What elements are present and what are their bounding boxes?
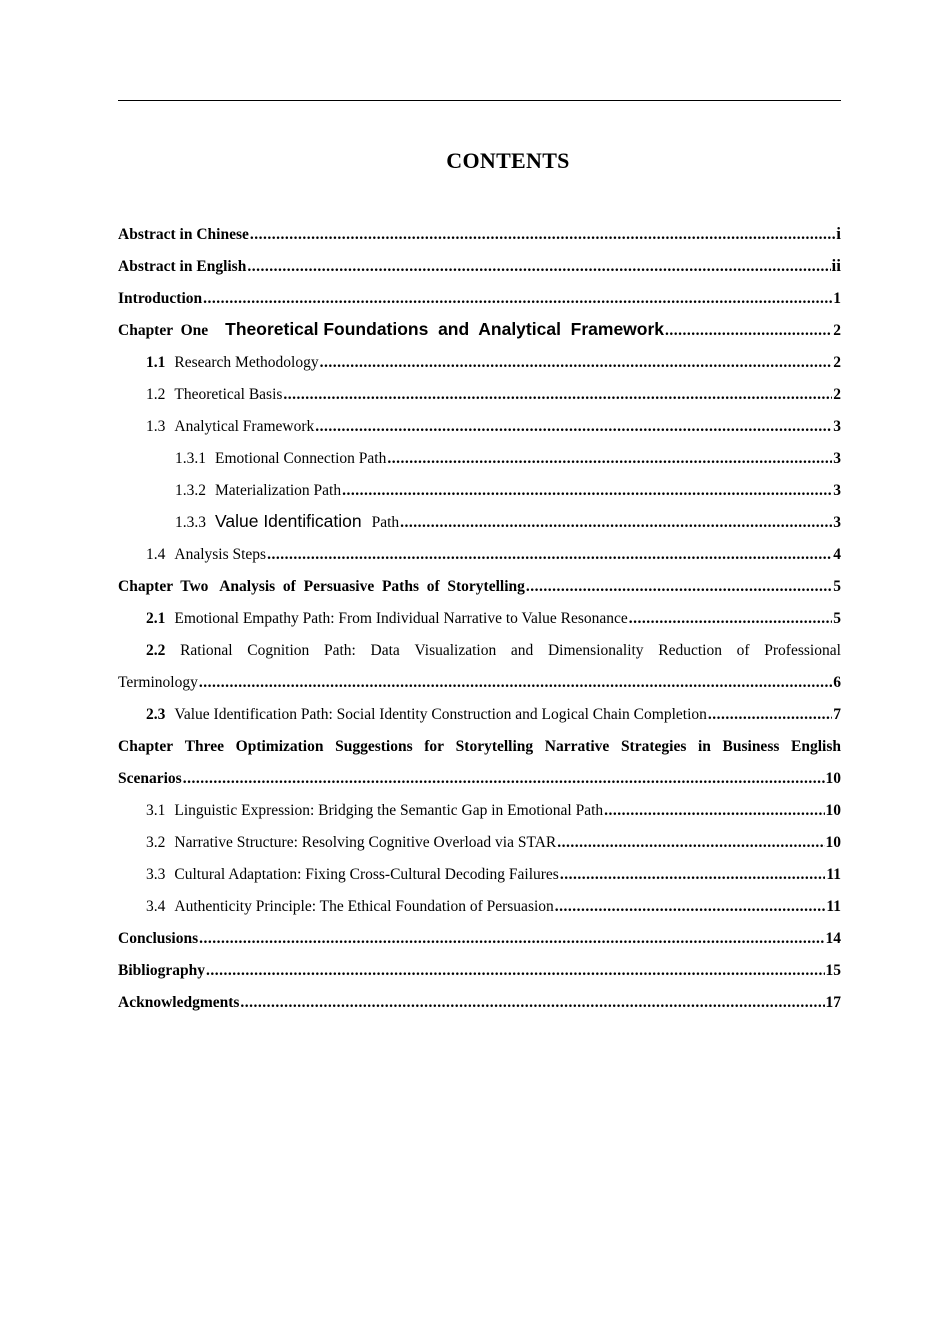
toc-label: Abstract in Chinese <box>118 226 249 243</box>
toc-label: Value Identification Path: Social Identity Construction and Logical Chain Completion <box>174 706 707 723</box>
toc-entry-1-3-1[interactable] <box>118 436 841 468</box>
toc-page: 7 <box>833 706 841 723</box>
toc-entry-chapter-two[interactable] <box>118 564 841 596</box>
toc-leader <box>199 930 824 948</box>
toc-page: 3 <box>833 482 841 499</box>
toc-page: i <box>836 224 841 243</box>
toc-leader <box>320 354 833 372</box>
toc-label: Narrative Structure: Resolving Cognitive Overload via STAR <box>174 834 557 851</box>
toc-page: 6 <box>833 674 841 691</box>
toc-label: Abstract in English <box>118 258 247 275</box>
toc-leader <box>665 322 832 340</box>
toc-page: 3 <box>833 450 841 467</box>
toc-number: 1.2 <box>146 386 166 403</box>
toc-leader <box>240 994 824 1012</box>
toc-entry-introduction[interactable] <box>118 276 841 308</box>
toc-entry-bibliography[interactable] <box>118 948 841 980</box>
toc-page: 1 <box>833 290 841 307</box>
toc-page: 11 <box>826 866 841 883</box>
toc-leader <box>629 610 832 628</box>
toc-label: Value Identification <box>215 511 362 531</box>
toc-leader <box>708 706 832 724</box>
toc-word: Data <box>370 642 400 659</box>
toc-leader <box>557 834 824 852</box>
toc-label: Emotional Connection Path <box>215 450 387 467</box>
toc-number: 2.2 <box>146 642 166 659</box>
toc-label-title: Theoretical Foundations and Analytical Framework <box>225 319 665 339</box>
toc-leader <box>315 418 832 436</box>
toc-page: 2 <box>833 322 841 339</box>
toc-leader <box>555 898 826 916</box>
toc-number: 3.2 <box>146 834 166 851</box>
toc-label: Authenticity Principle: The Ethical Foundation of Persuasion <box>174 898 554 915</box>
table-of-contents <box>118 212 841 1012</box>
toc-word: Storytelling <box>455 738 534 755</box>
toc-label: Linguistic Expression: Bridging the Semantic Gap in Emotional Path <box>174 802 604 819</box>
toc-page: 10 <box>825 770 841 787</box>
toc-label: Terminology <box>118 674 198 691</box>
toc-label: Analytical Framework <box>174 418 315 435</box>
header-rule <box>118 100 841 101</box>
toc-word: for <box>424 738 445 755</box>
toc-label: Cultural Adaptation: Fixing Cross-Cultural Decoding Failures <box>174 866 559 883</box>
toc-word: Rational <box>180 642 233 659</box>
toc-entry-3-4[interactable] <box>118 884 841 916</box>
toc-page: 17 <box>825 994 841 1011</box>
toc-entry-1-4[interactable] <box>118 532 841 564</box>
toc-word: Professional <box>764 642 841 659</box>
toc-word: Three <box>184 738 225 755</box>
toc-leader <box>283 386 832 404</box>
toc-page: 5 <box>833 610 841 627</box>
toc-number: 3.1 <box>146 802 166 819</box>
toc-page: ii <box>831 256 841 275</box>
toc-number: 2.1 <box>146 610 166 627</box>
toc-entry-chapter-one[interactable] <box>118 308 841 340</box>
toc-entry-chapter-three-continued[interactable] <box>118 756 841 788</box>
toc-page: 2 <box>833 354 841 371</box>
toc-page: 15 <box>825 962 841 979</box>
toc-number: 1.3.1 <box>175 450 206 467</box>
toc-word: Optimization <box>235 738 324 755</box>
toc-leader <box>604 802 824 820</box>
toc-leader <box>250 226 835 244</box>
toc-entry-1-1[interactable] <box>118 340 841 372</box>
toc-page: 5 <box>833 578 841 595</box>
toc-label: Chapter Two Analysis of Persuasive Paths of Storytelling <box>118 578 525 595</box>
toc-leader <box>183 770 825 788</box>
toc-entry-acknowledgments[interactable] <box>118 980 841 1012</box>
toc-entry-chapter-three[interactable] <box>118 724 841 756</box>
toc-entry-1-3-2[interactable] <box>118 468 841 500</box>
toc-entry-2-2[interactable] <box>118 628 841 660</box>
toc-word: English <box>791 738 841 755</box>
toc-page: 10 <box>825 802 841 819</box>
toc-number: 1.1 <box>146 354 166 371</box>
toc-word: Chapter <box>118 738 174 755</box>
toc-leader <box>560 866 826 884</box>
toc-entry-abstract-chinese[interactable] <box>118 212 841 244</box>
toc-label: Materialization Path <box>215 482 342 499</box>
toc-word: in <box>697 738 711 755</box>
toc-leader <box>400 514 832 532</box>
toc-leader <box>203 290 832 308</box>
toc-page: 3 <box>833 418 841 435</box>
toc-page: 11 <box>826 898 841 915</box>
toc-word: of <box>736 642 750 659</box>
toc-number: 1.3.3 <box>175 514 206 531</box>
toc-number: 1.4 <box>146 546 166 563</box>
toc-word: Narrative <box>544 738 610 755</box>
toc-leader <box>526 578 832 596</box>
toc-number: 3.4 <box>146 898 166 915</box>
toc-label-suffix: Path <box>371 514 400 531</box>
toc-page: 2 <box>833 386 841 403</box>
toc-number: 1.3 <box>146 418 166 435</box>
toc-leader <box>342 482 832 500</box>
toc-label: Acknowledgments <box>118 994 240 1011</box>
toc-word: Path: <box>323 642 356 659</box>
toc-entry-2-2-continued[interactable] <box>118 660 841 692</box>
toc-entry-1-3[interactable] <box>118 404 841 436</box>
toc-number: 3.3 <box>146 866 166 883</box>
toc-entry-1-3-3[interactable] <box>118 500 841 532</box>
toc-word: Business <box>722 738 780 755</box>
toc-number: 1.3.2 <box>175 482 206 499</box>
toc-word: Visualization <box>414 642 497 659</box>
toc-entry-conclusions[interactable] <box>118 916 841 948</box>
toc-leader <box>267 546 832 564</box>
toc-label: Emotional Empathy Path: From Individual Narrative to Value Resonance <box>174 610 628 627</box>
toc-entry-3-2[interactable] <box>118 820 841 852</box>
toc-label: Scenarios <box>118 770 182 787</box>
toc-leader <box>387 450 832 468</box>
toc-leader <box>206 962 825 980</box>
toc-word: Dimensionality <box>547 642 644 659</box>
toc-word: and <box>510 642 534 659</box>
toc-entry-1-2[interactable] <box>118 372 841 404</box>
toc-leader <box>247 258 830 276</box>
toc-label: Analysis Steps <box>174 546 267 563</box>
toc-entry-2-1[interactable] <box>118 596 841 628</box>
toc-page: 14 <box>825 930 841 947</box>
toc-page: 10 <box>825 834 841 851</box>
toc-word: Reduction <box>658 642 722 659</box>
toc-word: Suggestions <box>335 738 413 755</box>
toc-entry-2-3[interactable] <box>118 692 841 724</box>
toc-word: Cognition <box>247 642 310 659</box>
toc-label: Conclusions <box>118 930 199 947</box>
toc-label: Theoretical Basis <box>174 386 283 403</box>
toc-label: Introduction <box>118 290 203 307</box>
toc-entry-3-1[interactable] <box>118 788 841 820</box>
page-title: CONTENTS <box>446 148 570 173</box>
toc-label: Chapter One <box>118 322 209 339</box>
toc-label: Research Methodology <box>174 354 319 371</box>
toc-word: Strategies <box>620 738 687 755</box>
toc-page: 4 <box>833 546 841 563</box>
toc-leader <box>199 674 832 692</box>
toc-page: 3 <box>833 514 841 531</box>
toc-entry-abstract-english[interactable] <box>118 244 841 276</box>
toc-entry-3-3[interactable] <box>118 852 841 884</box>
toc-label: Bibliography <box>118 962 205 979</box>
toc-number: 2.3 <box>146 706 166 723</box>
